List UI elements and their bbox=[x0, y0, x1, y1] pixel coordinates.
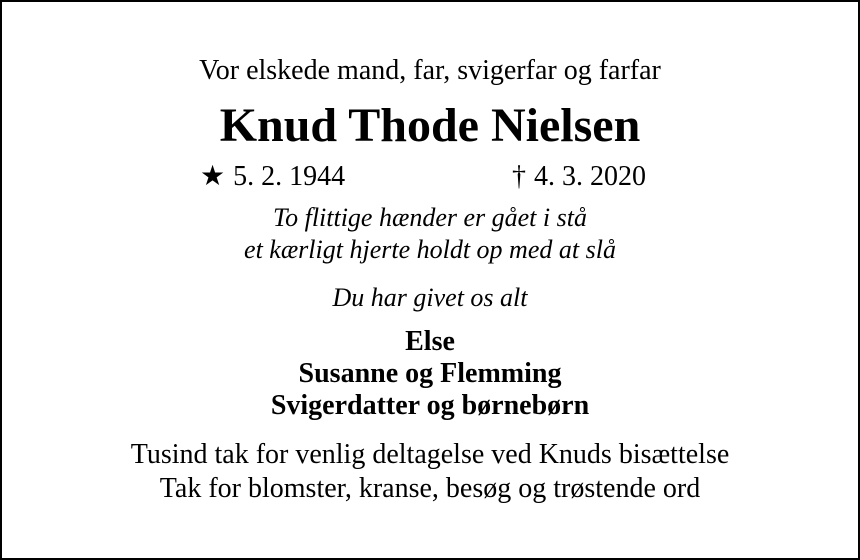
star-icon: ★ bbox=[200, 161, 226, 192]
deceased-name: Knud Thode Nielsen bbox=[219, 99, 641, 152]
death-date-group bbox=[512, 160, 646, 194]
birth-date: 5. 2. 1944 bbox=[233, 161, 346, 192]
family-signatures bbox=[2, 326, 858, 422]
birth-date-group bbox=[200, 160, 345, 194]
family-line: Svigerdatter og børnebørn bbox=[270, 390, 590, 421]
intro-text: Vor elskede mand, far, svigerfar og farfar bbox=[199, 55, 661, 86]
tagline: Du har givet os alt bbox=[332, 283, 528, 312]
thanks-line: Tusind tak for venlig deltagelse ved Knuds bisættelse bbox=[130, 439, 730, 470]
family-line: Susanne og Flemming bbox=[298, 358, 562, 389]
thanks-line: Tak for blomster, kranse, besøg og trøstende ord bbox=[159, 473, 701, 504]
death-date: 4. 3. 2020 bbox=[534, 161, 646, 192]
verse-line: et kærligt hjerte holdt op med at slå bbox=[244, 235, 616, 264]
memorial-verse bbox=[2, 202, 858, 266]
family-line: Else bbox=[405, 326, 455, 357]
verse-line: To flittige hænder er gået i stå bbox=[273, 203, 587, 232]
life-dates bbox=[2, 160, 858, 196]
cross-icon: † bbox=[512, 161, 526, 192]
thank-you-note bbox=[2, 438, 858, 506]
